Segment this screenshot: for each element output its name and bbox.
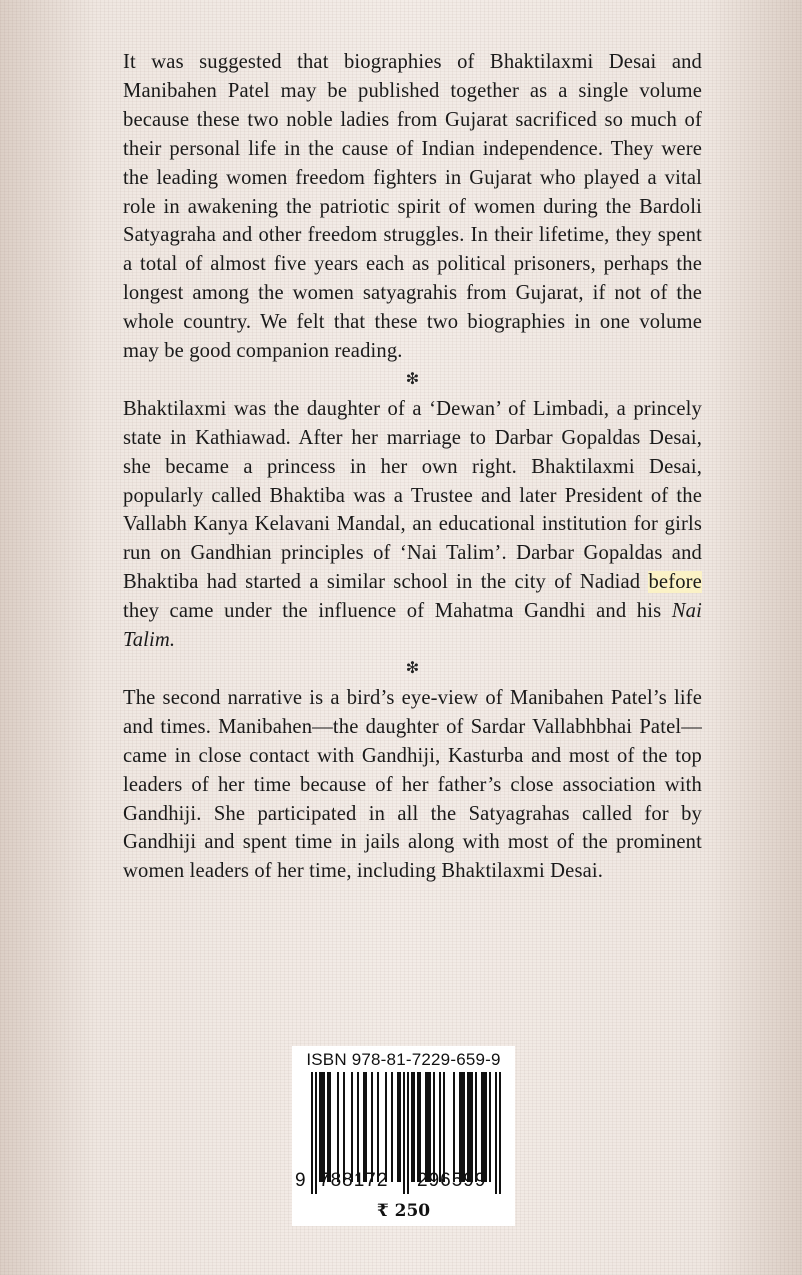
barcode-bar xyxy=(427,1072,429,1182)
barcode-digit-first: 9 xyxy=(295,1170,307,1191)
barcode-bar xyxy=(483,1072,485,1182)
barcode-bar xyxy=(365,1072,367,1182)
barcode-bar xyxy=(327,1072,329,1182)
barcode-bar xyxy=(351,1072,353,1182)
barcode-bar xyxy=(321,1072,323,1182)
barcode-bar xyxy=(377,1072,379,1182)
barcode-bar xyxy=(459,1072,461,1182)
section-divider-1: ❇ xyxy=(405,370,420,388)
barcode-bar xyxy=(439,1072,441,1182)
barcode-bar xyxy=(337,1072,339,1182)
isbn-label: ISBN 978-81-7229-659-9 xyxy=(306,1050,501,1069)
barcode-bar xyxy=(397,1072,399,1182)
paragraph-manibahen: The second narrative is a bird’s eye-view of Manibahen Patel’s life and times. Manibahen—the daughter of Sardar Vallabhbhai Patel—came in close contact with Gandhiji, Kasturba and most of the top leaders of her time because of her father’s close association with Gandhiji. She participated in all the Satyagrahas called for by Gandhiji and spent time in jails along with most of the prominent women leaders of her time, including Bhaktilaxmi Desai. xyxy=(123,686,702,883)
barcode-bar xyxy=(469,1072,471,1182)
nai-talim-italic: Nai Talim. xyxy=(123,600,702,652)
barcode-bar xyxy=(343,1072,345,1182)
paragraph-bhaktilaxmi-part-a: Bhaktilaxmi was the daughter of a ‘Dewan’ of Limbadi, a princely state in Kathiawad. After her marriage to Darbar Gopaldas Desai, she became a princess in her own right. Bhaktilaxmi Desai, popularly called Bhaktiba was a Trustee and later President of the Vallabh Kanya Kelavani Mandal, an educational institution for girls run on Gandhian principles of ‘Nai Talim’. Darbar Gopaldas and Bhaktiba had started a similar school in the city of Nadiad xyxy=(123,397,702,594)
barcode-panel xyxy=(292,1046,515,1226)
barcode-bar xyxy=(429,1072,431,1182)
barcode-bar xyxy=(385,1072,387,1182)
barcode-digits-right: 296599 xyxy=(417,1170,487,1191)
barcode-bar xyxy=(419,1072,421,1182)
barcode-bar xyxy=(467,1072,469,1182)
paragraph-bhaktilaxmi-part-b: they came under the influence of Mahatma Gandhi and his xyxy=(123,600,662,623)
barcode-bar xyxy=(323,1072,325,1182)
barcode-bar xyxy=(475,1072,477,1182)
barcode-bar xyxy=(391,1072,393,1182)
barcode-bar xyxy=(471,1072,473,1182)
barcode-bar xyxy=(413,1072,415,1182)
barcode-bar xyxy=(425,1072,427,1182)
barcode-bar xyxy=(489,1072,491,1182)
barcode-bar xyxy=(363,1072,365,1182)
barcode-bar xyxy=(417,1072,419,1182)
paragraph-intro: It was suggested that biographies of Bhaktilaxmi Desai and Manibahen Patel may be published together as a single volume because these two noble ladies from Gujarat sacrificed so much of their personal life in the cause of Indian independence. They were the leading women freedom fighters in Gujarat who played a vital role in awakening the patriotic spirit of women during the Bardoli Satyagraha and other freedom struggles. In their lifetime, they spent a total of almost five years each as political prisoners, perhaps the longest among the women satyagrahis from Gujarat, if not of the whole country. We felt that these two biographies in one volume may be good companion reading. xyxy=(123,51,702,363)
barcode-bar xyxy=(453,1072,455,1182)
barcode-bar xyxy=(371,1072,373,1182)
highlighted-word: before xyxy=(648,571,702,594)
barcode-bar xyxy=(399,1072,401,1182)
barcode-bar xyxy=(329,1072,331,1182)
barcode-digits xyxy=(292,1170,515,1194)
barcode-bar xyxy=(463,1072,465,1182)
barcode-bar xyxy=(319,1072,321,1182)
barcode-bar xyxy=(485,1072,487,1182)
barcode-bar xyxy=(357,1072,359,1182)
barcode-bar xyxy=(433,1072,435,1182)
barcode-bar xyxy=(481,1072,483,1182)
barcode-bar xyxy=(443,1072,445,1182)
barcode-digits-left: 788172 xyxy=(319,1170,389,1191)
barcode-bar xyxy=(461,1072,463,1182)
price-label: ₹ 250 xyxy=(376,1201,431,1221)
section-divider-2: ❇ xyxy=(405,660,420,678)
paragraph-bhaktilaxmi xyxy=(123,395,702,655)
barcode-bar xyxy=(411,1072,413,1182)
blurb-text xyxy=(123,48,702,886)
